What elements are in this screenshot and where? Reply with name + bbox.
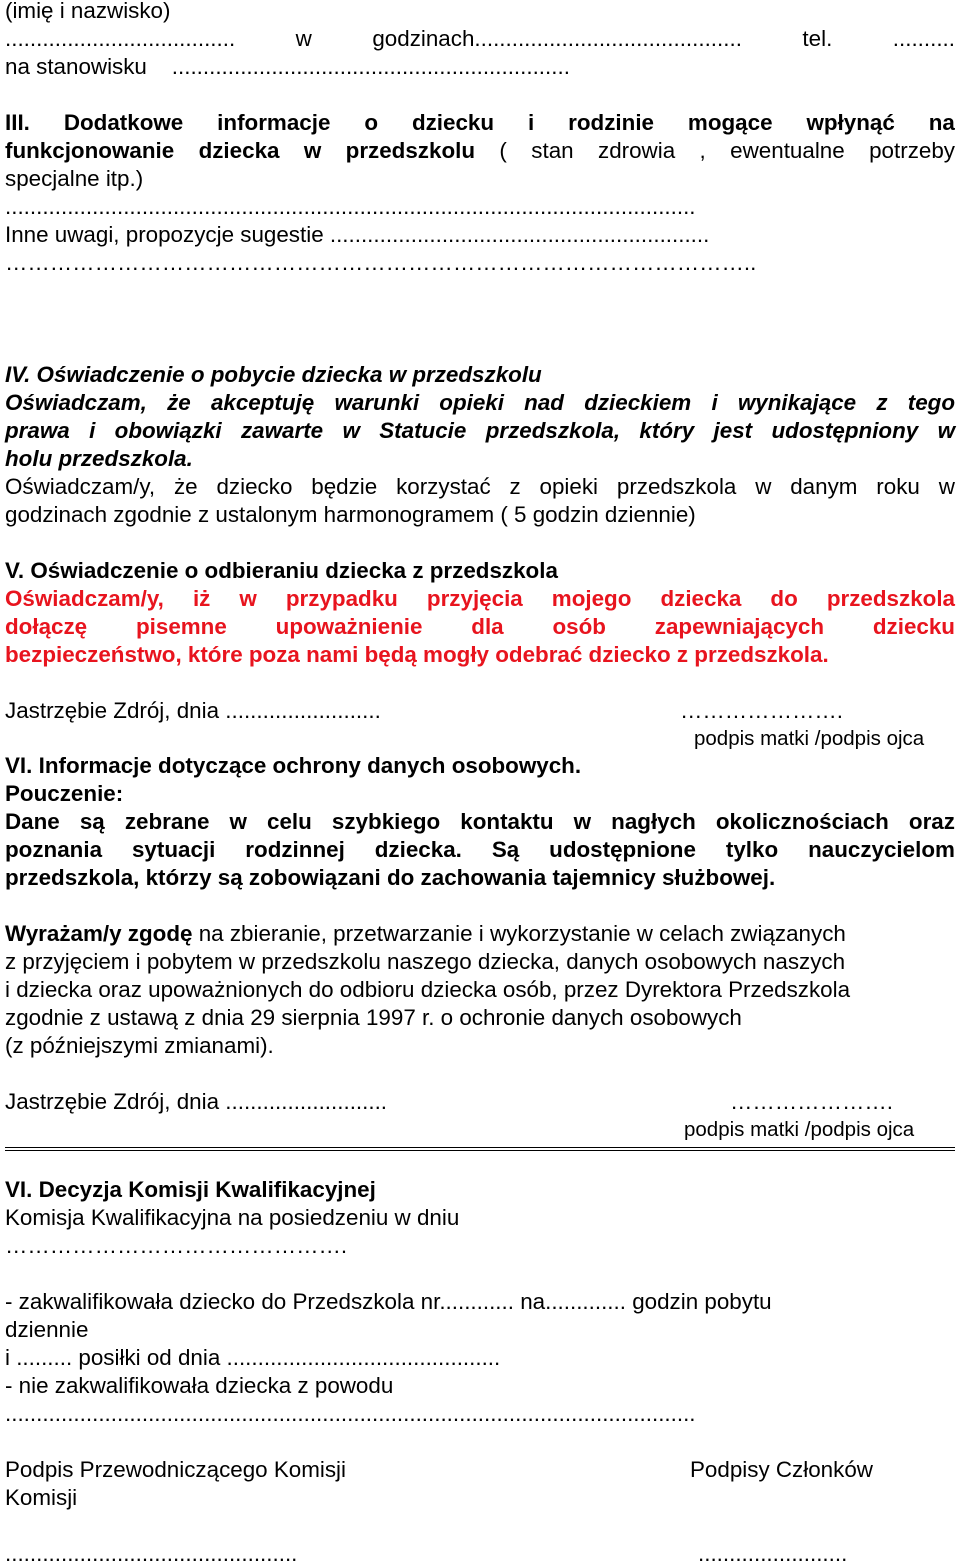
remarks-dots: ………………………………………………………………………………………..: [5, 250, 757, 275]
pouczenie-label: Pouczenie:: [5, 781, 124, 806]
word: który: [639, 418, 695, 443]
decision-not-qualified: - nie zakwalifikowała dziecka z powodu: [5, 1373, 394, 1398]
section-3-heading-cont: funkcjonowanie dziecka w przedszkolu: [5, 138, 476, 163]
word: dziecko: [216, 474, 293, 499]
section-5-line-1: [5, 585, 955, 613]
word: zdrowia: [598, 138, 676, 163]
word: udostępnione: [549, 837, 696, 862]
word: informacje: [217, 110, 331, 135]
word: przedszkola: [616, 474, 737, 499]
word: rodzinie: [568, 110, 654, 135]
decision-daily: dziennie: [5, 1317, 89, 1342]
section-3-heading: [5, 109, 955, 137]
word: szybkiego: [331, 809, 441, 834]
word: na: [928, 110, 955, 135]
word: oraz: [908, 809, 955, 834]
word: w godzinach...........................................: [295, 26, 742, 51]
section-3-line-2: [5, 137, 955, 165]
word: celu: [267, 809, 312, 834]
word: mojego: [551, 586, 632, 611]
word: okolicznościach: [715, 809, 889, 834]
decision-reason-dots: ...............................................................................................................: [5, 1401, 696, 1426]
word: kontaktu: [460, 809, 554, 834]
word: dołączę: [5, 614, 88, 639]
word: o: [364, 110, 379, 135]
word: sytuacji: [131, 837, 216, 862]
word: że: [167, 390, 191, 415]
hours-line: [5, 25, 955, 53]
word: Statucie: [379, 418, 467, 443]
word: tego: [907, 390, 956, 415]
word: warunki: [334, 390, 420, 415]
word: .....................................: [5, 26, 236, 51]
consent-bold: Wyrażam/y zgodę: [5, 921, 193, 946]
word: z: [876, 390, 888, 415]
chair-signature-label: Podpis Przewodniczącego Komisji: [5, 1457, 346, 1482]
word: dziecka: [660, 586, 742, 611]
word: przyjęcia: [426, 586, 523, 611]
word: zebrane: [124, 809, 210, 834]
word: udostępniony: [771, 418, 919, 443]
word: pisemne: [135, 614, 227, 639]
word: w: [937, 418, 956, 443]
section-6-line-3: przedszkola, którzy są zobowiązani do zachowania tajemnicy służbowej.: [5, 865, 776, 890]
position-dots: ................................................................: [171, 54, 570, 79]
word: prawa: [5, 418, 70, 443]
word: III.: [5, 110, 30, 135]
word: nauczycielom: [808, 837, 955, 862]
remarks-line: Inne uwagi, propozycje sugestie .............................................................: [5, 222, 710, 247]
chair-signature-dots: ...............................................: [5, 1541, 298, 1566]
section-5-line-2: [5, 613, 955, 641]
word: opieki: [439, 390, 504, 415]
word: nagłych: [611, 809, 696, 834]
members-signature-dots: ........................: [698, 1541, 848, 1566]
word: wpłynąć: [806, 110, 895, 135]
word: z: [509, 474, 521, 499]
section-4-line-3: holu przedszkola.: [5, 446, 193, 471]
word: są: [79, 809, 105, 834]
word: osób: [552, 614, 606, 639]
word: w: [938, 474, 955, 499]
word: w: [239, 586, 257, 611]
word: Oświadczam/y,: [5, 474, 156, 499]
word: akceptuję: [210, 390, 315, 415]
section-6-heading: VI. Informacje dotyczące ochrony danych osobowych.: [5, 753, 582, 778]
word: ewentualne: [730, 138, 845, 163]
section-4-heading: IV. Oświadczenie o pobycie dziecka w przedszkolu: [5, 362, 542, 387]
word: rodzinnej: [245, 837, 345, 862]
divider-rule: [5, 1147, 955, 1148]
word: przedszkola: [826, 586, 955, 611]
word: Oświadczam,: [5, 390, 147, 415]
word: dla: [471, 614, 504, 639]
word: Dane: [5, 809, 60, 834]
word: dziecku: [872, 614, 955, 639]
signature-label-1: podpis matki /podpis ojca: [694, 727, 925, 750]
word: obowiązki: [114, 418, 222, 443]
word: w: [755, 474, 772, 499]
name-caption: (imię i nazwisko): [5, 0, 171, 23]
word: Są: [491, 837, 520, 862]
word: w: [342, 418, 360, 443]
word: że: [173, 474, 198, 499]
word: danym: [790, 474, 858, 499]
word: opieki: [539, 474, 599, 499]
decision-date-dots: ……………………………………….: [5, 1233, 348, 1258]
word: Oświadczam/y,: [5, 586, 164, 611]
consent-line-3: i dziecka oraz upoważnionych do odbioru dziecka osób, przez Dyrektora Przedszkola: [5, 977, 851, 1002]
decision-heading: VI. Decyzja Komisji Kwalifikacyjnej: [5, 1177, 376, 1202]
word: nad: [524, 390, 564, 415]
signature-dots-2: ………………….: [730, 1089, 893, 1114]
word: i: [89, 418, 96, 443]
section-5-heading: V. Oświadczenie o odbieraniu dziecka z przedszkola: [5, 558, 558, 583]
section-4-line-5: godzinach zgodnie z ustalonym harmonogramem ( 5 godzin dziennie): [5, 502, 696, 527]
section-4-line-2: [5, 417, 955, 445]
word: ,: [699, 138, 706, 163]
word: i: [528, 110, 535, 135]
word: i: [711, 390, 718, 415]
section-4-line-1: [5, 389, 955, 417]
word: będzie: [311, 474, 378, 499]
section-4-line-4: [5, 473, 955, 501]
divider-rule-2: [5, 1150, 955, 1151]
position-line: [5, 53, 955, 81]
consent-line-5: (z późniejszymi zmianami).: [5, 1033, 274, 1058]
word: korzystać: [396, 474, 491, 499]
word: potrzeby: [869, 138, 955, 163]
word: zapewniających: [654, 614, 825, 639]
word: Dodatkowe: [63, 110, 184, 135]
decision-qualified: - zakwalifikowała dziecko do Przedszkola nr............ na............. godzin pobytu: [5, 1289, 772, 1314]
word: (: [499, 138, 507, 163]
word: w: [573, 809, 592, 834]
word: mogące: [687, 110, 773, 135]
word: upoważnienie: [275, 614, 423, 639]
word: do: [770, 586, 798, 611]
word: poznania: [5, 837, 103, 862]
word: zawarte: [240, 418, 324, 443]
consent-line-4: zgodnie z ustawą z dnia 29 sierpnia 1997 r. o ochronie danych osobowych: [5, 1005, 742, 1030]
word: jest: [713, 418, 753, 443]
place-date-1: Jastrzębie Zdrój, dnia .........................: [5, 698, 381, 723]
section-3-line-3: specjalne itp.): [5, 166, 144, 191]
chair-signature-label-2: Komisji: [5, 1485, 78, 1510]
word: tel. ..........: [802, 26, 955, 51]
word: przedszkola,: [485, 418, 621, 443]
section-3-dots: ...............................................................................................................: [5, 194, 696, 219]
word: iż: [192, 586, 211, 611]
signature-dots-1: ………………….: [680, 698, 843, 723]
word: tylko: [725, 837, 779, 862]
word: w: [229, 809, 247, 834]
section-6-line-1: [5, 808, 955, 836]
word: wynikające: [737, 390, 857, 415]
section-6-line-2: [5, 836, 955, 864]
word: dziecka.: [374, 837, 462, 862]
position-label: na stanowisku: [5, 54, 147, 79]
consent-text-1: na zbieranie, przetwarzanie i wykorzystanie w celach związanych: [198, 921, 846, 946]
decision-meals: i ......... posiłki od dnia ............................................: [5, 1345, 501, 1370]
consent-line-1: [5, 920, 955, 948]
section-5-line-3: bezpieczeństwo, które poza nami będą mogły odebrać dziecko z przedszkola.: [5, 642, 829, 667]
word: stan: [531, 138, 574, 163]
word: roku: [876, 474, 920, 499]
decision-line-1: Komisja Kwalifikacyjna na posiedzeniu w dniu: [5, 1205, 460, 1230]
consent-line-2: z przyjęciem i pobytem w przedszkolu naszego dziecka, danych osobowych naszych: [5, 949, 846, 974]
signature-label-2: podpis matki /podpis ojca: [684, 1118, 915, 1141]
word: dzieckiem: [584, 390, 692, 415]
word: dziecku: [411, 110, 495, 135]
word: przypadku: [285, 586, 398, 611]
place-date-2: Jastrzębie Zdrój, dnia ..........................: [5, 1089, 388, 1114]
members-signature-label: Podpisy Członków: [690, 1457, 873, 1482]
